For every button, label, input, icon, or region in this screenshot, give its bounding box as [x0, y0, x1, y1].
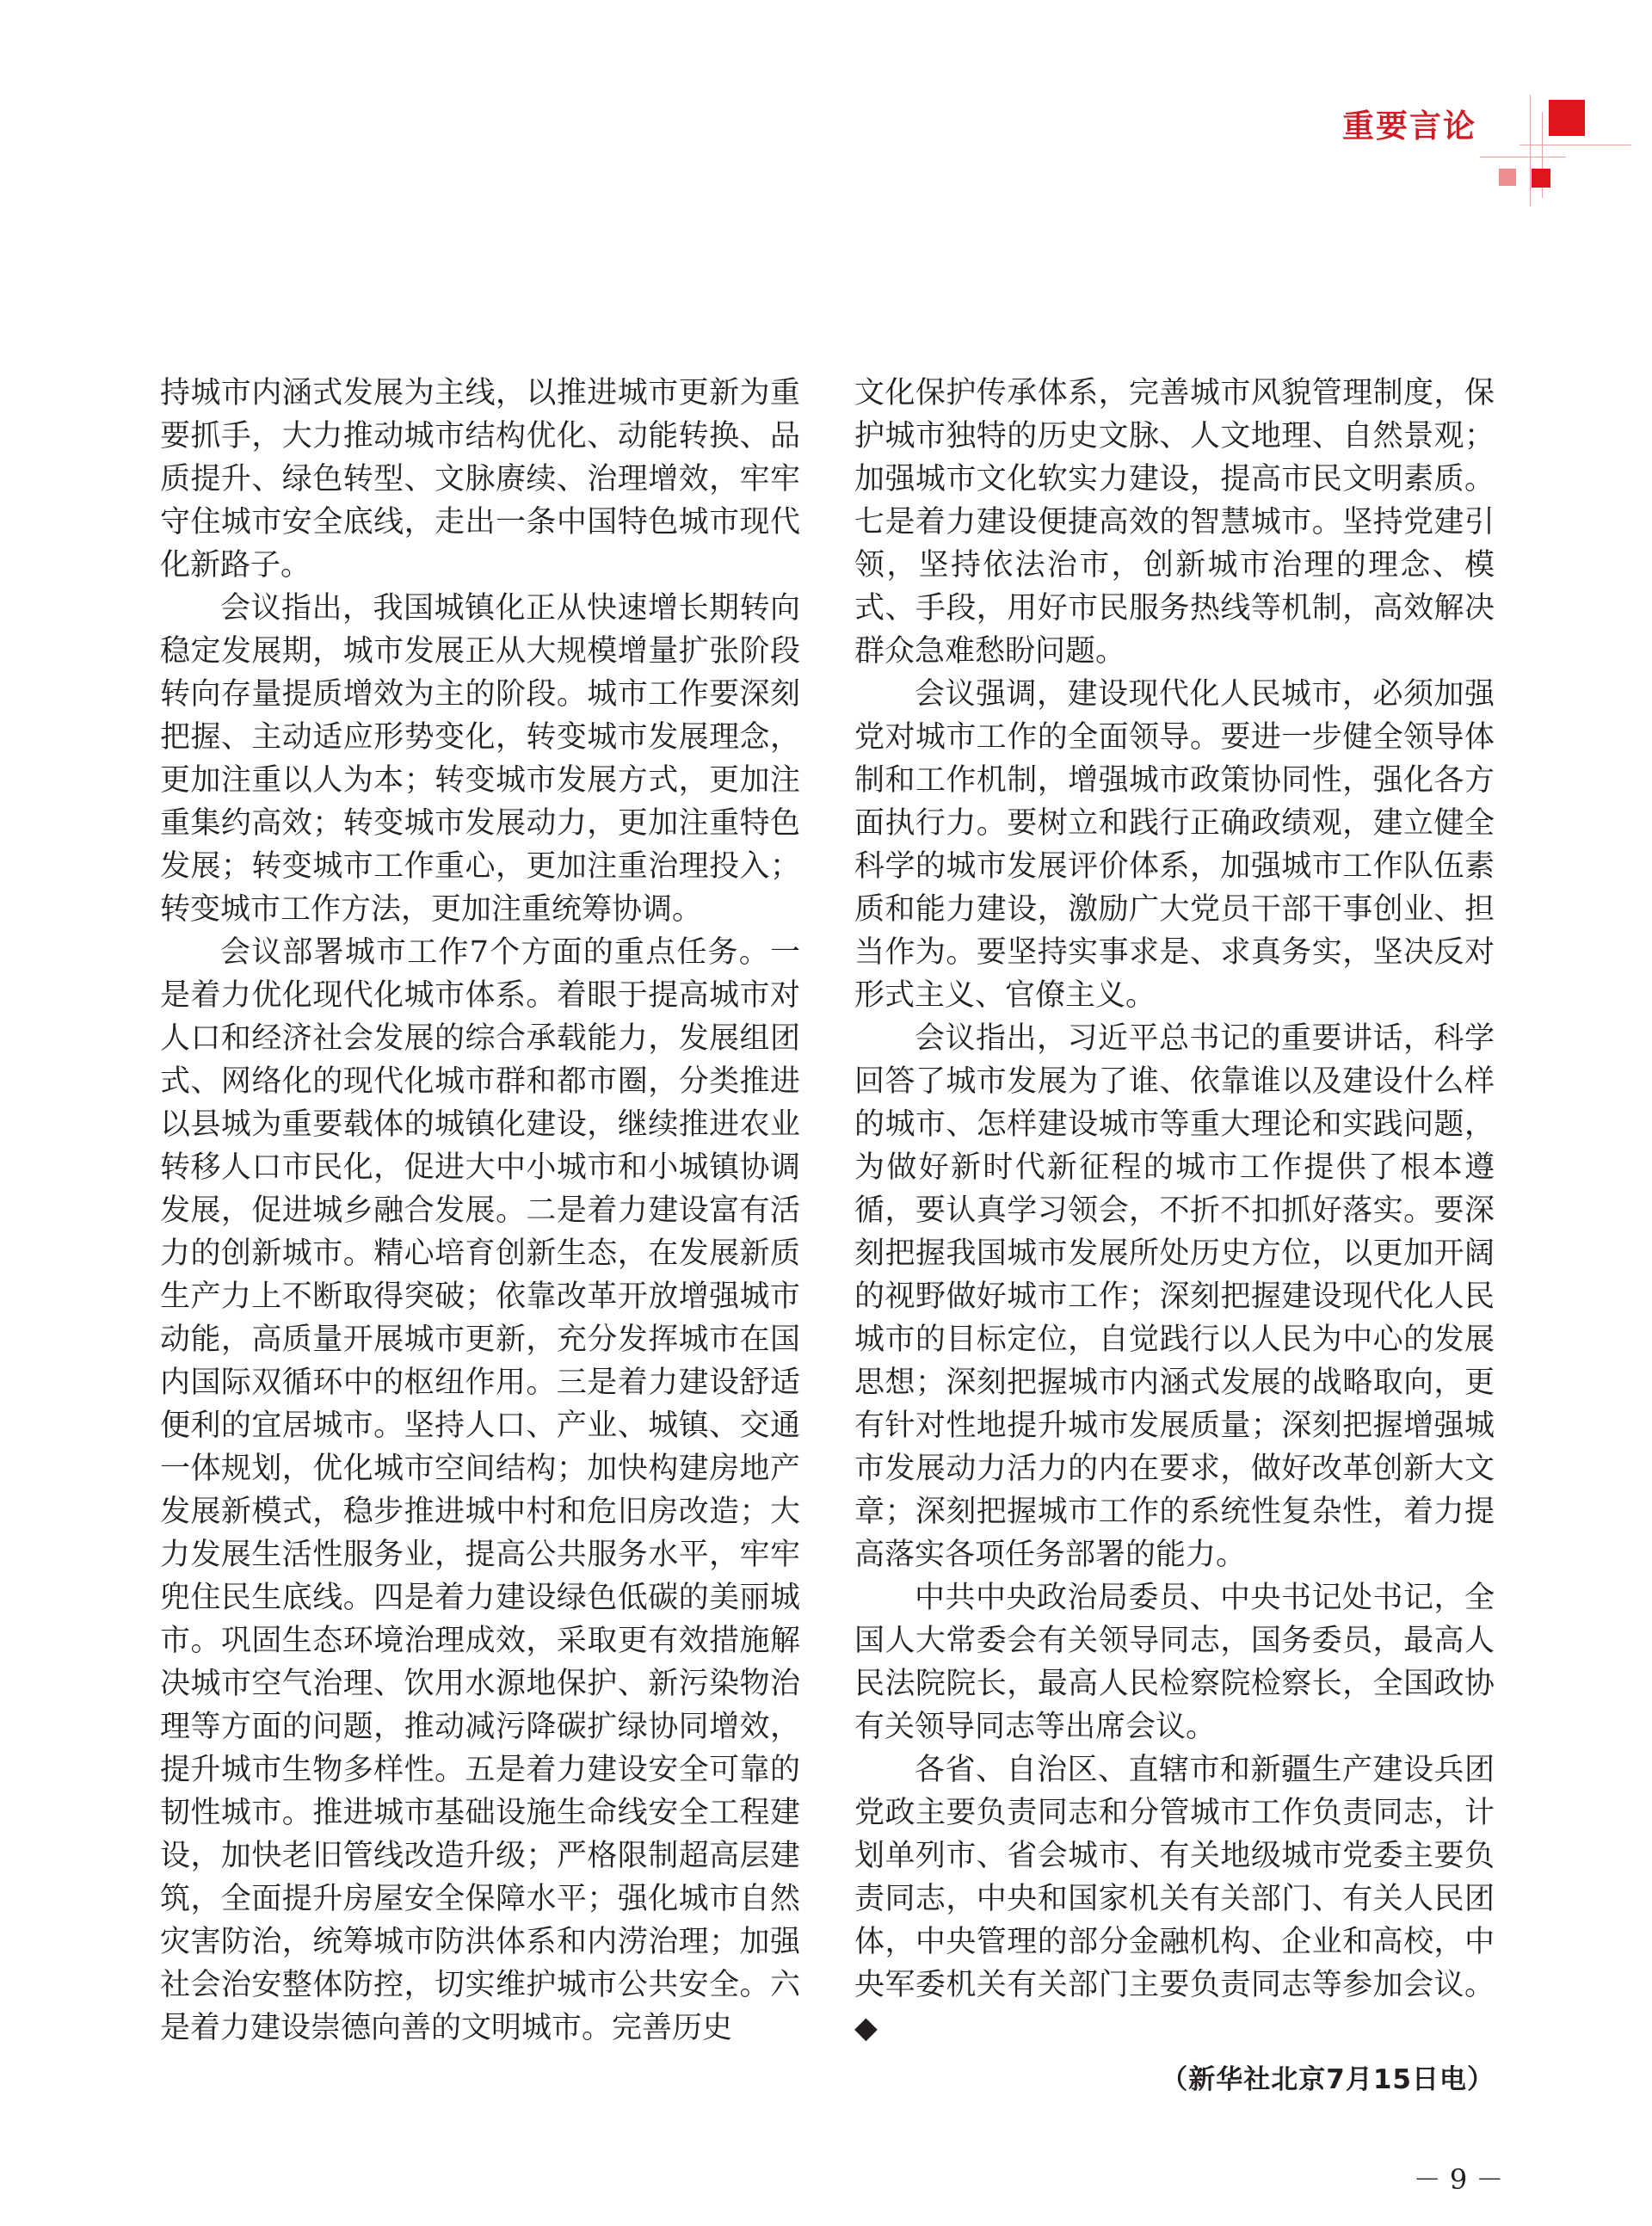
- paragraph: 会议强调，建设现代化人民城市，必须加强党对城市工作的全面领导。要进一步健全领导体制和工作机制，增强城市政策协同性，强化各方面执行力。要树立和践行正确政绩观，建立健全科学的城市发展评价体系，加强城市工作队伍素质和能力建设，激励广大党员干部干事创业、担当作为。要坚持实事求是、求真务实，坚决反对形式主义、官僚主义。: [854, 677, 1495, 1013]
- paragraph: 会议指出，我国城镇化正从快速增长期转向稳定发展期，城市发展正从大规模增量扩张阶段转向存量提质增效为主的阶段。城市工作要深刻把握、主动适应形势变化，转变城市发展理念，更加注重以人为本；转变城市发展方式，更加注重集约高效；转变城市发展动力，更加注重特色发展；转变城市工作重心，更加注重治理投入；转变城市工作方法，更加注重统筹协调。: [160, 591, 800, 927]
- decorative-line: [1530, 95, 1531, 207]
- paragraph: 各省、自治区、直辖市和新疆生产建设兵团党政主要负责同志和分管城市工作负责同志，计划单列市、省会城市、有关地级城市党委主要负责同志，中央和国家机关有关部门、有关人民团体，中央管理的部分金融机构、企业和高校，中央军委机关有关部门主要负责同志等参加会议。◆: [854, 1753, 1495, 2045]
- paragraph: 会议部署城市工作7个方面的重点任务。一是着力优化现代化城市体系。着眼于提高城市对人口和经济社会发展的综合承载能力，发展组团式、网络化的现代化城市群和都市圈，分类推进以县城为重要载体的城镇化建设，继续推进农业转移人口市民化，促进大中小城市和小城镇协调发展，促进城乡融合发展。二是着力建设富有活力的创新城市。精心培育创新生态，在发展新质生产力上不断取得突破；依靠改革开放增强城市动能，高质量开展城市更新，充分发挥城市在国内国际双循环中的枢纽作用。三是着力建设舒适便利的宜居城市。坚持人口、产业、城镇、交通一体规划，优化城市空间结构；加快构建房地产发展新模式，稳步推进城中村和危旧房改造；大力发展生活性服务业，提高公共服务水平，牢牢兜住民生底线。四是着力建设绿色低碳的美丽城市。巩固生态环境治理成效，采取更有效措施解决城市空气治理、饮用水源地保护、新污染物治理等方面的问题，推动减污降碳扩绿协同增效，提升城市生物多样性。五是着力建设安全可靠的韧性城市。推进城市基础设施生命线安全工程建设，加快老旧管线改造升级；严格限制超高层建筑，全面提升房屋安全保障水平；强化城市自然灾害防治，统筹城市防洪体系和内涝治理；加强社会治安整体防控，切实维护城市公共安全。六是着力建设崇德向善的文明城市。完善历史: [160, 935, 800, 2045]
- left-column: [160, 372, 800, 2050]
- paragraph: 文化保护传承体系，完善城市风貌管理制度，保护城市独特的历史文脉、人文地理、自然景观；加强城市文化软实力建设，提高市民文明素质。七是着力建设便捷高效的智慧城市。坚持党建引领，坚持依法治市，创新城市治理的理念、模式、手段，用好市民服务热线等机制，高效解决群众急难愁盼问题。: [854, 376, 1495, 669]
- paragraph: 会议指出，习近平总书记的重要讲话，科学回答了城市发展为了谁、依靠谁以及建设什么样的城市、怎样建设城市等重大理论和实践问题，为做好新时代新征程的城市工作提供了根本遵循，要认真学习领会，不折不扣抓好落实。要深刻把握我国城市发展所处历史方位，以更加开阔的视野做好城市工作；深刻把握建设现代化人民城市的目标定位，自觉践行以人民为中心的发展思想；深刻把握城市内涵式发展的战略取向，更有针对性地提升城市发展质量；深刻把握增强城市发展动力活力的内在要求，做好改革创新大文章；深刻把握城市工作的系统性复杂性，着力提高落实各项任务部署的能力。: [854, 1021, 1495, 1572]
- section-title: 重要言论: [1342, 108, 1476, 145]
- decorative-square-large: [1549, 100, 1585, 136]
- paragraph: 中共中央政治局委员、中央书记处书记，全国人大常委会有关领导同志，国务委员，最高人民法院院长，最高人民检察院检察长，全国政协有关领导同志等出席会议。: [854, 1581, 1495, 1744]
- decorative-square-small: [1499, 169, 1516, 186]
- paragraph: 持城市内涵式发展为主线，以推进城市更新为重要抓手，大力推动城市结构优化、动能转换、品质提升、绿色转型、文脉赓续、治理增效，牢牢守住城市安全底线，走出一条中国特色城市现代化新路子。: [160, 376, 800, 583]
- dateline: （新华社北京7月15日电）: [1161, 2064, 1495, 2095]
- right-column: [854, 372, 1495, 2101]
- decorative-square-small: [1532, 169, 1550, 188]
- page-number: － 9 －: [1413, 2163, 1504, 2196]
